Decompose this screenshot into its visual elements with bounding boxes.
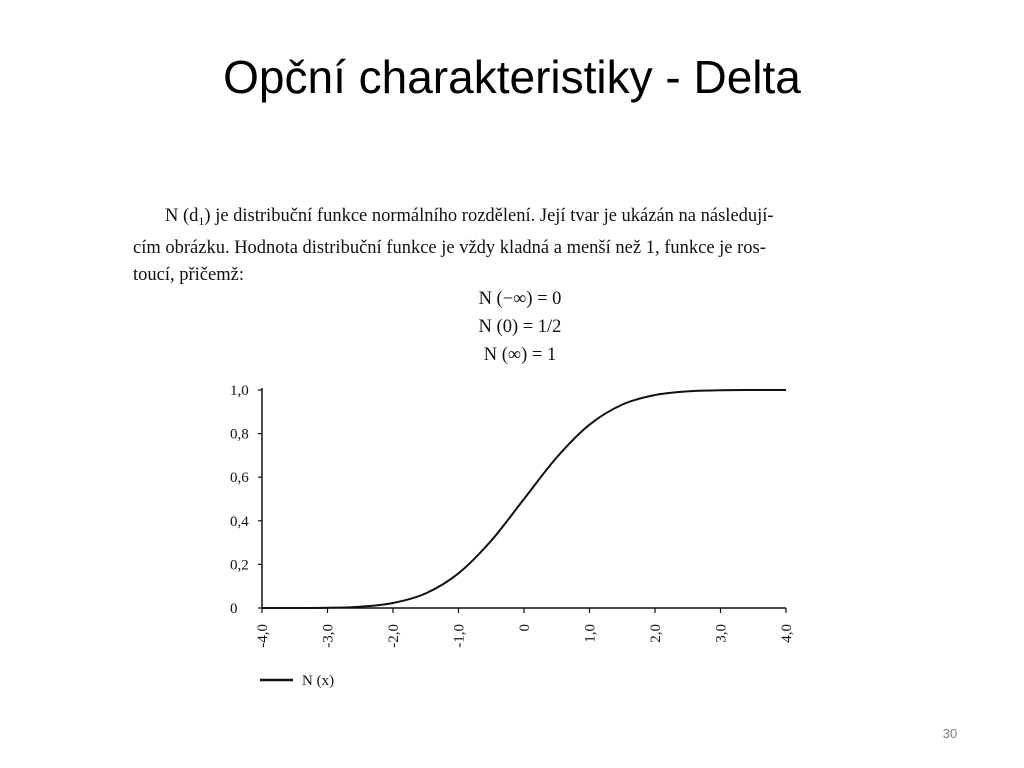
paragraph-line-3: toucí, přičemž: (133, 265, 244, 285)
y-tick-label: 0 (230, 601, 238, 617)
y-tick-label: 0,2 (230, 557, 249, 574)
x-tick-label: 4,0 (779, 624, 795, 643)
paragraph-line-2: cím obrázku. Hodnota distribuční funkce je vždy kladná a menší než 1, funkce je ros- (133, 238, 766, 258)
y-tick-label: 1,0 (230, 383, 249, 399)
slide-number: 30 (942, 726, 958, 741)
y-tick-label: 0,6 (230, 470, 249, 487)
y-tick-label: 0,8 (230, 426, 249, 443)
x-tick-label: 3,0 (713, 624, 730, 643)
series-line-0 (262, 390, 786, 608)
slide-title: Opční charakteristiky - Delta (223, 51, 801, 103)
equation-n-minus-infinity: N (−∞) = 0 (478, 289, 562, 309)
x-tick-label: -2,0 (386, 624, 402, 648)
x-tick-label: -1,0 (451, 624, 468, 648)
legend-label: N (x) (302, 673, 335, 689)
paragraph-line-1-start: N (d (165, 206, 199, 226)
subscript-1: 1 (198, 214, 205, 228)
equation-n-infinity: N (∞) = 1 (483, 345, 557, 365)
equation-n-zero: N (0) = 1/2 (478, 317, 562, 337)
y-tick-label: 0,4 (230, 513, 249, 530)
x-tick-label: -3,0 (320, 624, 337, 648)
x-tick-label: 1,0 (582, 624, 599, 643)
x-tick-label: -4,0 (255, 624, 271, 648)
x-tick-label: 2,0 (648, 624, 664, 643)
x-tick-label: 0 (517, 624, 533, 632)
paragraph-line-1-end: ) je distribuční funkce normálního rozdělení. Její tvar je ukázán na následují- (204, 206, 774, 226)
